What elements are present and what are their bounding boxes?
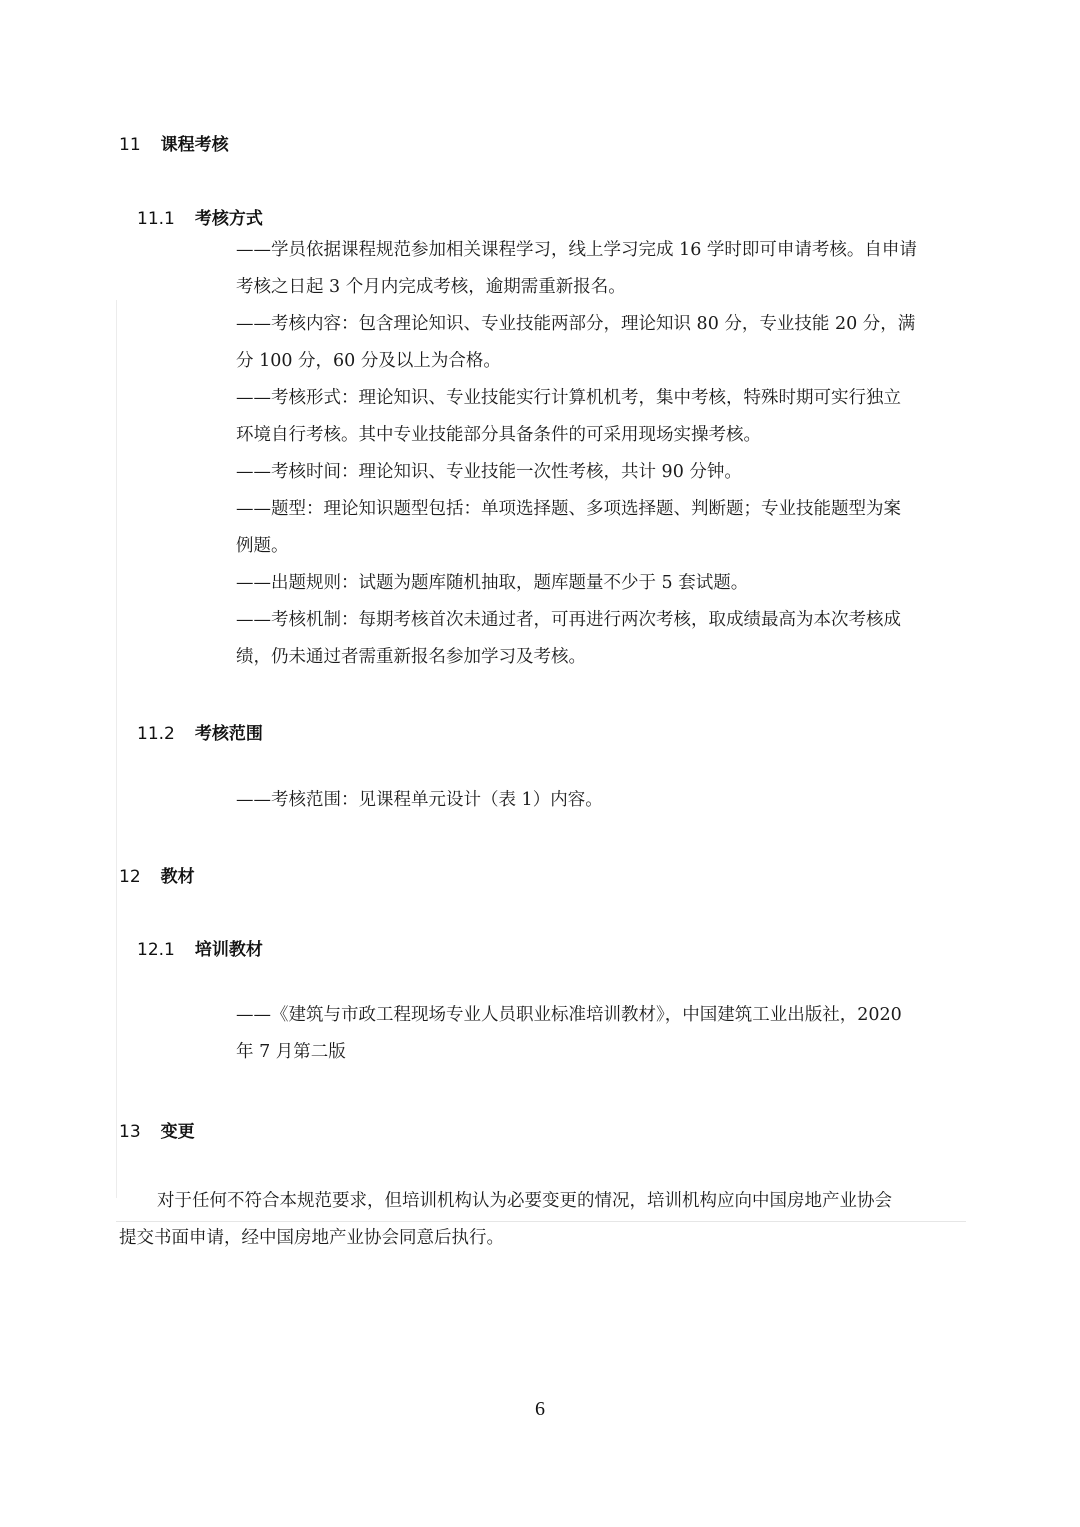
- section-number: 13: [119, 1122, 141, 1142]
- section-heading-12: [119, 862, 195, 887]
- list-item-line: 绩，仍未通过者需重新报名参加学习及考核。: [236, 647, 586, 667]
- scan-border-vertical: [116, 300, 117, 1198]
- section-number: 11.1: [137, 209, 175, 229]
- section-title: 考核范围: [194, 724, 263, 744]
- list-item-line: ——题型：理论知识题型包括：单项选择题、多项选择题、判断题；专业技能题型为案: [236, 499, 901, 519]
- list-item-line: ——出题规则：试题为题库随机抽取，题库题量不少于 5 套试题。: [236, 573, 749, 593]
- list-item-line: ——考核形式：理论知识、专业技能实行计算机机考，集中考核，特殊时期可实行独立: [236, 388, 901, 408]
- section-title: 培训教材: [194, 940, 263, 960]
- list-item-line: 环境自行考核。其中专业技能部分具备条件的可采用现场实操考核。: [236, 425, 761, 445]
- section-number: 12.1: [137, 940, 175, 960]
- section-heading-11-1: [137, 204, 263, 229]
- section-number: 12: [119, 867, 141, 887]
- list-item-line: ——学员依据课程规范参加相关课程学习，线上学习完成 16 学时即可申请考核。自申请: [236, 240, 917, 260]
- page-number: 6: [535, 1398, 545, 1420]
- section-heading-12-1: [137, 935, 263, 960]
- list-item-line: 分 100 分，60 分及以上为合格。: [236, 351, 501, 371]
- section-title: 课程考核: [160, 135, 229, 155]
- change-text-line-1: 对于任何不符合本规范要求，但培训机构认为必要变更的情况，培训机构应向中国房地产业协会: [157, 1191, 892, 1211]
- section-number: 11: [119, 135, 141, 155]
- list-item-line: ——《建筑与市政工程现场专业人员职业标准培训教材》，中国建筑工业出版社，2020: [236, 1005, 902, 1025]
- list-item-line: ——考核内容：包含理论知识、专业技能两部分，理论知识 80 分，专业技能 20 分，满: [236, 314, 916, 334]
- section-heading-13: [119, 1117, 195, 1142]
- section-title: 教材: [160, 867, 195, 887]
- list-item-line: 考核之日起 3 个月内完成考核，逾期需重新报名。: [236, 277, 626, 297]
- list-item-line: ——考核范围：见课程单元设计（表 1）内容。: [236, 790, 603, 810]
- list-item-line: ——考核时间：理论知识、专业技能一次性考核，共计 90 分钟。: [236, 462, 742, 482]
- section-heading-11-2: [137, 719, 263, 744]
- change-text-line-2: 提交书面申请，经中国房地产业协会同意后执行。: [119, 1228, 504, 1248]
- assessment-scope-text: [236, 782, 603, 819]
- list-item-line: 例题。: [236, 536, 289, 556]
- section-heading-11: [119, 130, 229, 155]
- section-title: 变更: [160, 1122, 195, 1142]
- section-number: 11.2: [137, 724, 175, 744]
- list-item-line: 年 7 月第二版: [236, 1042, 346, 1062]
- textbook-text: [236, 997, 902, 1071]
- list-item-line: ——考核机制：每期考核首次未通过者，可再进行两次考核，取成绩最高为本次考核成: [236, 610, 901, 630]
- assessment-method-list: [236, 232, 917, 676]
- section-title: 考核方式: [194, 209, 263, 229]
